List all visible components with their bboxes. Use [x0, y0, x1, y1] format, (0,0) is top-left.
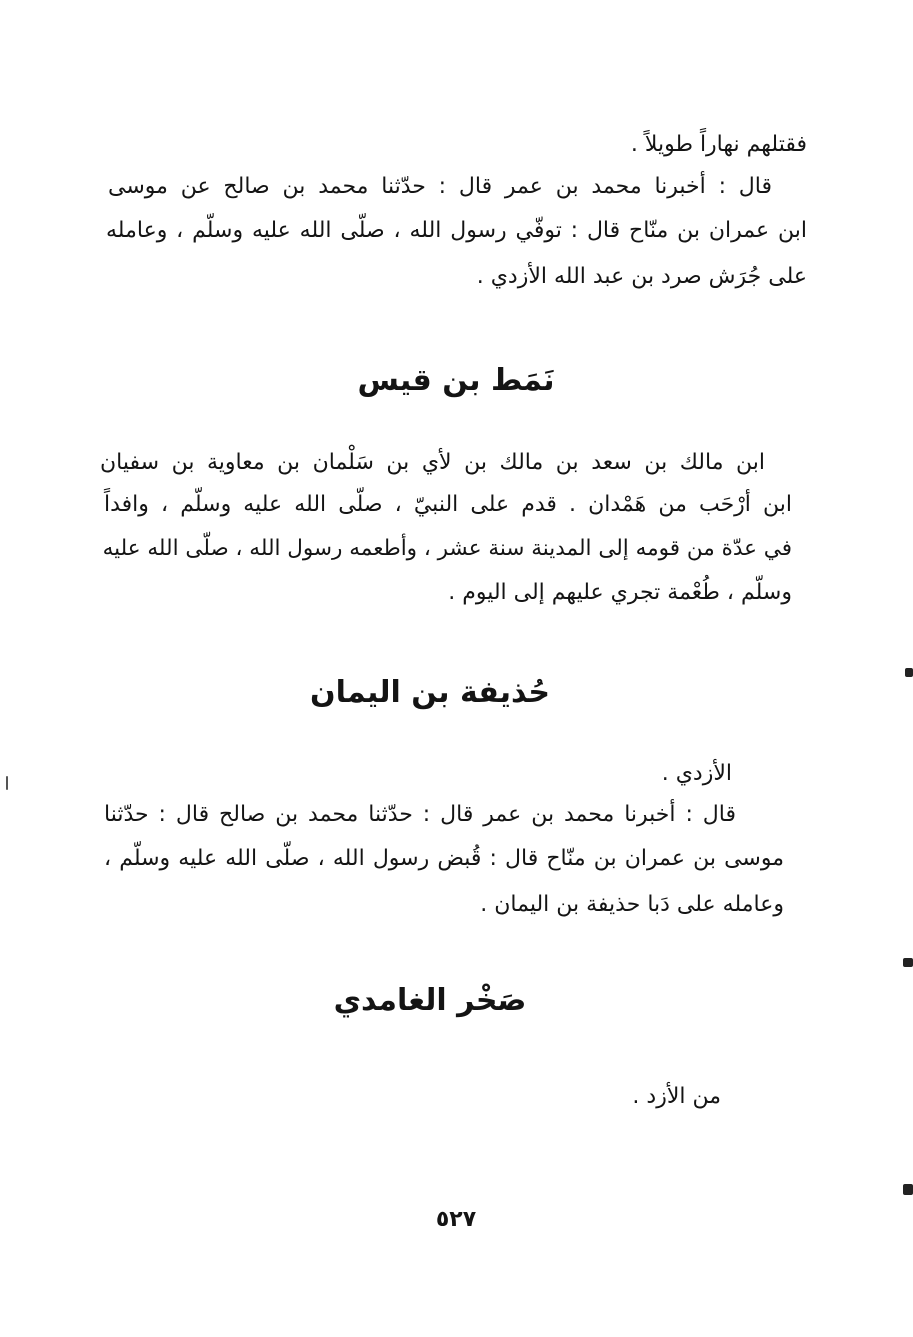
scan-mark — [903, 958, 913, 967]
section-heading: نَمَط بن قيس — [357, 363, 555, 398]
text-line: من الأزد . — [632, 1084, 721, 1109]
scan-mark — [903, 1184, 913, 1195]
section-heading: حُذيفة بن اليمان — [310, 675, 550, 710]
text-line: قال : أخبرنا محمد بن عمر قال : حدّثنا محمد بن صالح قال : حدّثنا — [104, 802, 736, 827]
text-line: وسلّم ، طُعْمة تجري عليهم إلى اليوم . — [448, 580, 792, 605]
text-line: قال : أخبرنا محمد بن عمر قال : حدّثنا محمد بن صالح عن موسى — [108, 174, 772, 199]
text-line: موسى بن عمران بن منّاح قال : قُبض رسول الله ، صلّى الله عليه وسلّم ، — [104, 846, 784, 871]
text-line: فقتلهم نهاراً طويلاً . — [630, 132, 807, 157]
text-line: الأزدي . — [661, 761, 732, 786]
text-line: ابن أرْحَب من هَمْدان . قدم على النبيّ ، صلّى الله عليه وسلّم ، وافداً — [104, 492, 792, 517]
page-number: ٥٢٧ — [435, 1207, 477, 1232]
scan-mark — [6, 776, 8, 790]
text-line: في عدّة من قومه إلى المدينة سنة عشر ، وأطعمه رسول الله ، صلّى الله عليه — [102, 536, 792, 561]
text-line: وعامله على دَبا حذيفة بن اليمان . — [480, 892, 784, 917]
text-line: ابن عمران بن منّاح قال : توفّي رسول الله ، صلّى الله عليه وسلّم ، وعامله — [106, 218, 807, 243]
scan-mark — [905, 668, 913, 677]
text-line: على جُرَش صرد بن عبد الله الأزدي . — [476, 264, 807, 289]
section-heading: صَخْر الغامدي — [333, 983, 527, 1018]
text-line: ابن مالك بن سعد بن مالك بن لأي بن سَلْمان بن معاوية بن سفيان — [100, 450, 765, 475]
